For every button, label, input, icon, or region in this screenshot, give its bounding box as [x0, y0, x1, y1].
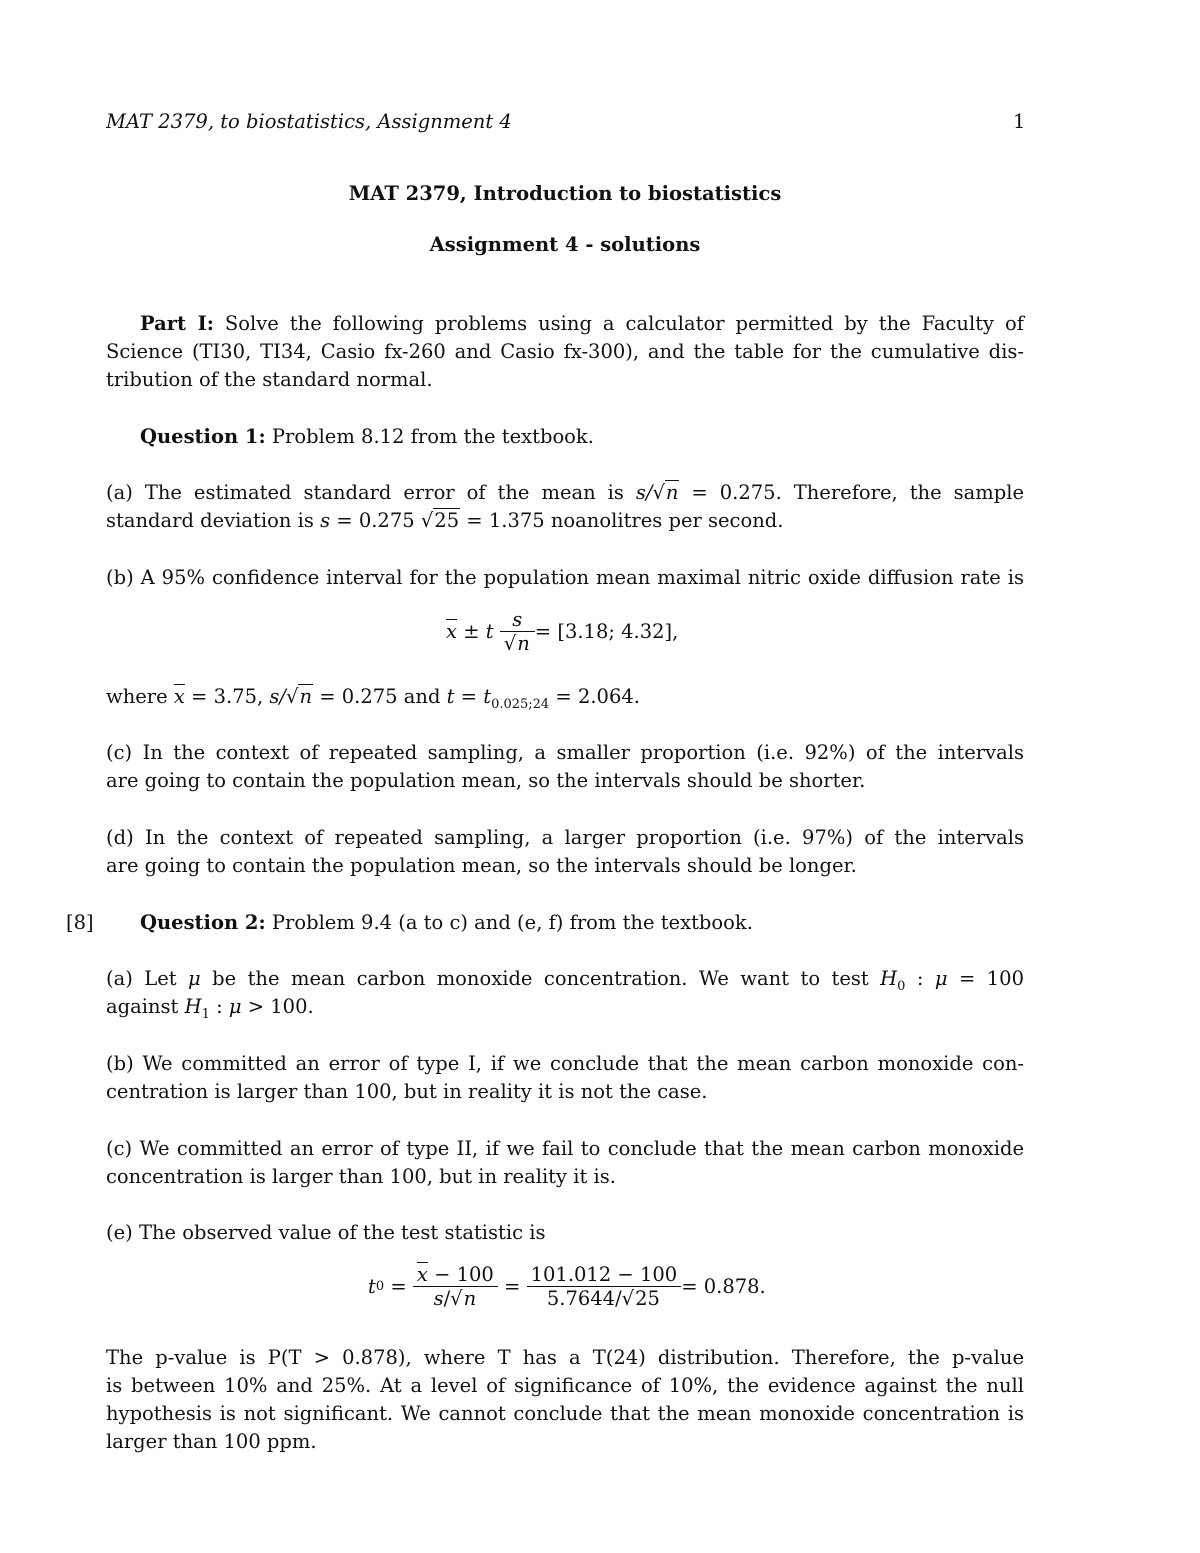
- q1d-line1: (d) In the context of repeated sampling, a larger proportion (i.e. 97%) of the intervals: [106, 826, 1024, 849]
- q1b-line1: (b) A 95% confidence interval for the population mean maximal nitric oxide diffusion rate is: [106, 566, 1024, 589]
- part1-line3: tribution of the standard normal.: [106, 368, 433, 391]
- fraction-numeric: $\frac{101.012 - 100}{5.7644/√25}$: [527, 1263, 682, 1310]
- q1b-confidence-formula: $\overline{x}$ ± t $\frac{s}{√n}$ = [3.18; 4.32],: [446, 608, 679, 655]
- q2-label: Question 2:: [140, 911, 266, 934]
- q1-label: Question 1:: [140, 425, 266, 448]
- q2a-line2: against $H_1$ : μ > 100.: [106, 995, 314, 1022]
- q2-pvalue-line1: The p-value is P(T > 0.878), where T has a T(24) distribution. Therefore, the p-value: [106, 1346, 1024, 1369]
- fraction-xbar-minus-100: $\frac{\overline{x} - 100}{s/√n}$: [413, 1263, 498, 1310]
- q2b-line2: centration is larger than 100, but in reality it is not the case.: [106, 1080, 708, 1103]
- q1c-line1: (c) In the context of repeated sampling, a smaller proportion (i.e. 92%) of the intervals: [106, 741, 1024, 764]
- q2-marks: [8]: [66, 911, 94, 934]
- sqrt-25: √25: [420, 509, 460, 532]
- q1c-line2: are going to contain the population mean, so the intervals should be shorter.: [106, 769, 866, 792]
- q2e-test-statistic-formula: t 0 = $\frac{\overline{x} - 100}{s/√n}$ = $\frac{101.012 - 100}{5.7644/√25}$ = 0.878.: [368, 1263, 766, 1310]
- q2-pvalue-line4: larger than 100 ppm.: [106, 1430, 317, 1453]
- q2-pvalue-line2: is between 10% and 25%. At a level of significance of 10%, the evidence against the null: [106, 1374, 1024, 1397]
- fraction-s-over-sqrt-n: $\frac{s}{√n}$: [500, 608, 535, 655]
- page-number: 1: [1013, 110, 1026, 133]
- part1-label: Part I:: [140, 312, 214, 335]
- part1-line2: Science (TI30, TI34, Casio fx-260 and Casio fx-300), and the table for the cumulative dis-: [106, 340, 1024, 363]
- q2-heading: Question 2: Problem 9.4 (a to c) and (e, f) from the textbook.: [140, 911, 753, 934]
- q1d-line2: are going to contain the population mean, so the intervals should be longer.: [106, 854, 857, 877]
- q1-heading: Question 1: Problem 8.12 from the textbook.: [140, 425, 594, 448]
- q2c-line2: concentration is larger than 100, but in reality it is.: [106, 1165, 616, 1188]
- document-title: MAT 2379, Introduction to biostatistics: [348, 182, 782, 205]
- q1a-line1: (a) The estimated standard error of the mean is s/√n = 0.275. Therefore, the sample: [106, 481, 1024, 504]
- running-header: MAT 2379, to biostatistics, Assignment 4: [106, 110, 512, 133]
- q2a-line1: (a) Let μ be the mean carbon monoxide concentration. We want to test $H_0$ : μ = 100: [106, 967, 1024, 994]
- q1b-where-line: where $\overline{x} = 3.75$, s/√n = 0.275 and $t = t_{0.025;24} = 2.064$.: [106, 685, 640, 712]
- q1a-line2: standard deviation is s = 0.275 √25 = 1.375 noanolitres per second.: [106, 507, 783, 535]
- q2e-line1: (e) The observed value of the test statistic is: [106, 1221, 546, 1244]
- math-s-over-sqrt-n: s/√n: [635, 481, 679, 504]
- q2b-line1: (b) We committed an error of type I, if we conclude that the mean carbon monoxide con-: [106, 1052, 1024, 1075]
- part1-line1: Part I: Solve the following problems using a calculator permitted by the Faculty of: [140, 312, 1025, 335]
- document-subtitle: Assignment 4 - solutions: [429, 233, 701, 256]
- q2-pvalue-line3: hypothesis is not significant. We cannot conclude that the mean monoxide concentration is: [106, 1402, 1024, 1425]
- q2c-line1: (c) We committed an error of type II, if we fail to conclude that the mean carbon monoxide: [106, 1137, 1024, 1160]
